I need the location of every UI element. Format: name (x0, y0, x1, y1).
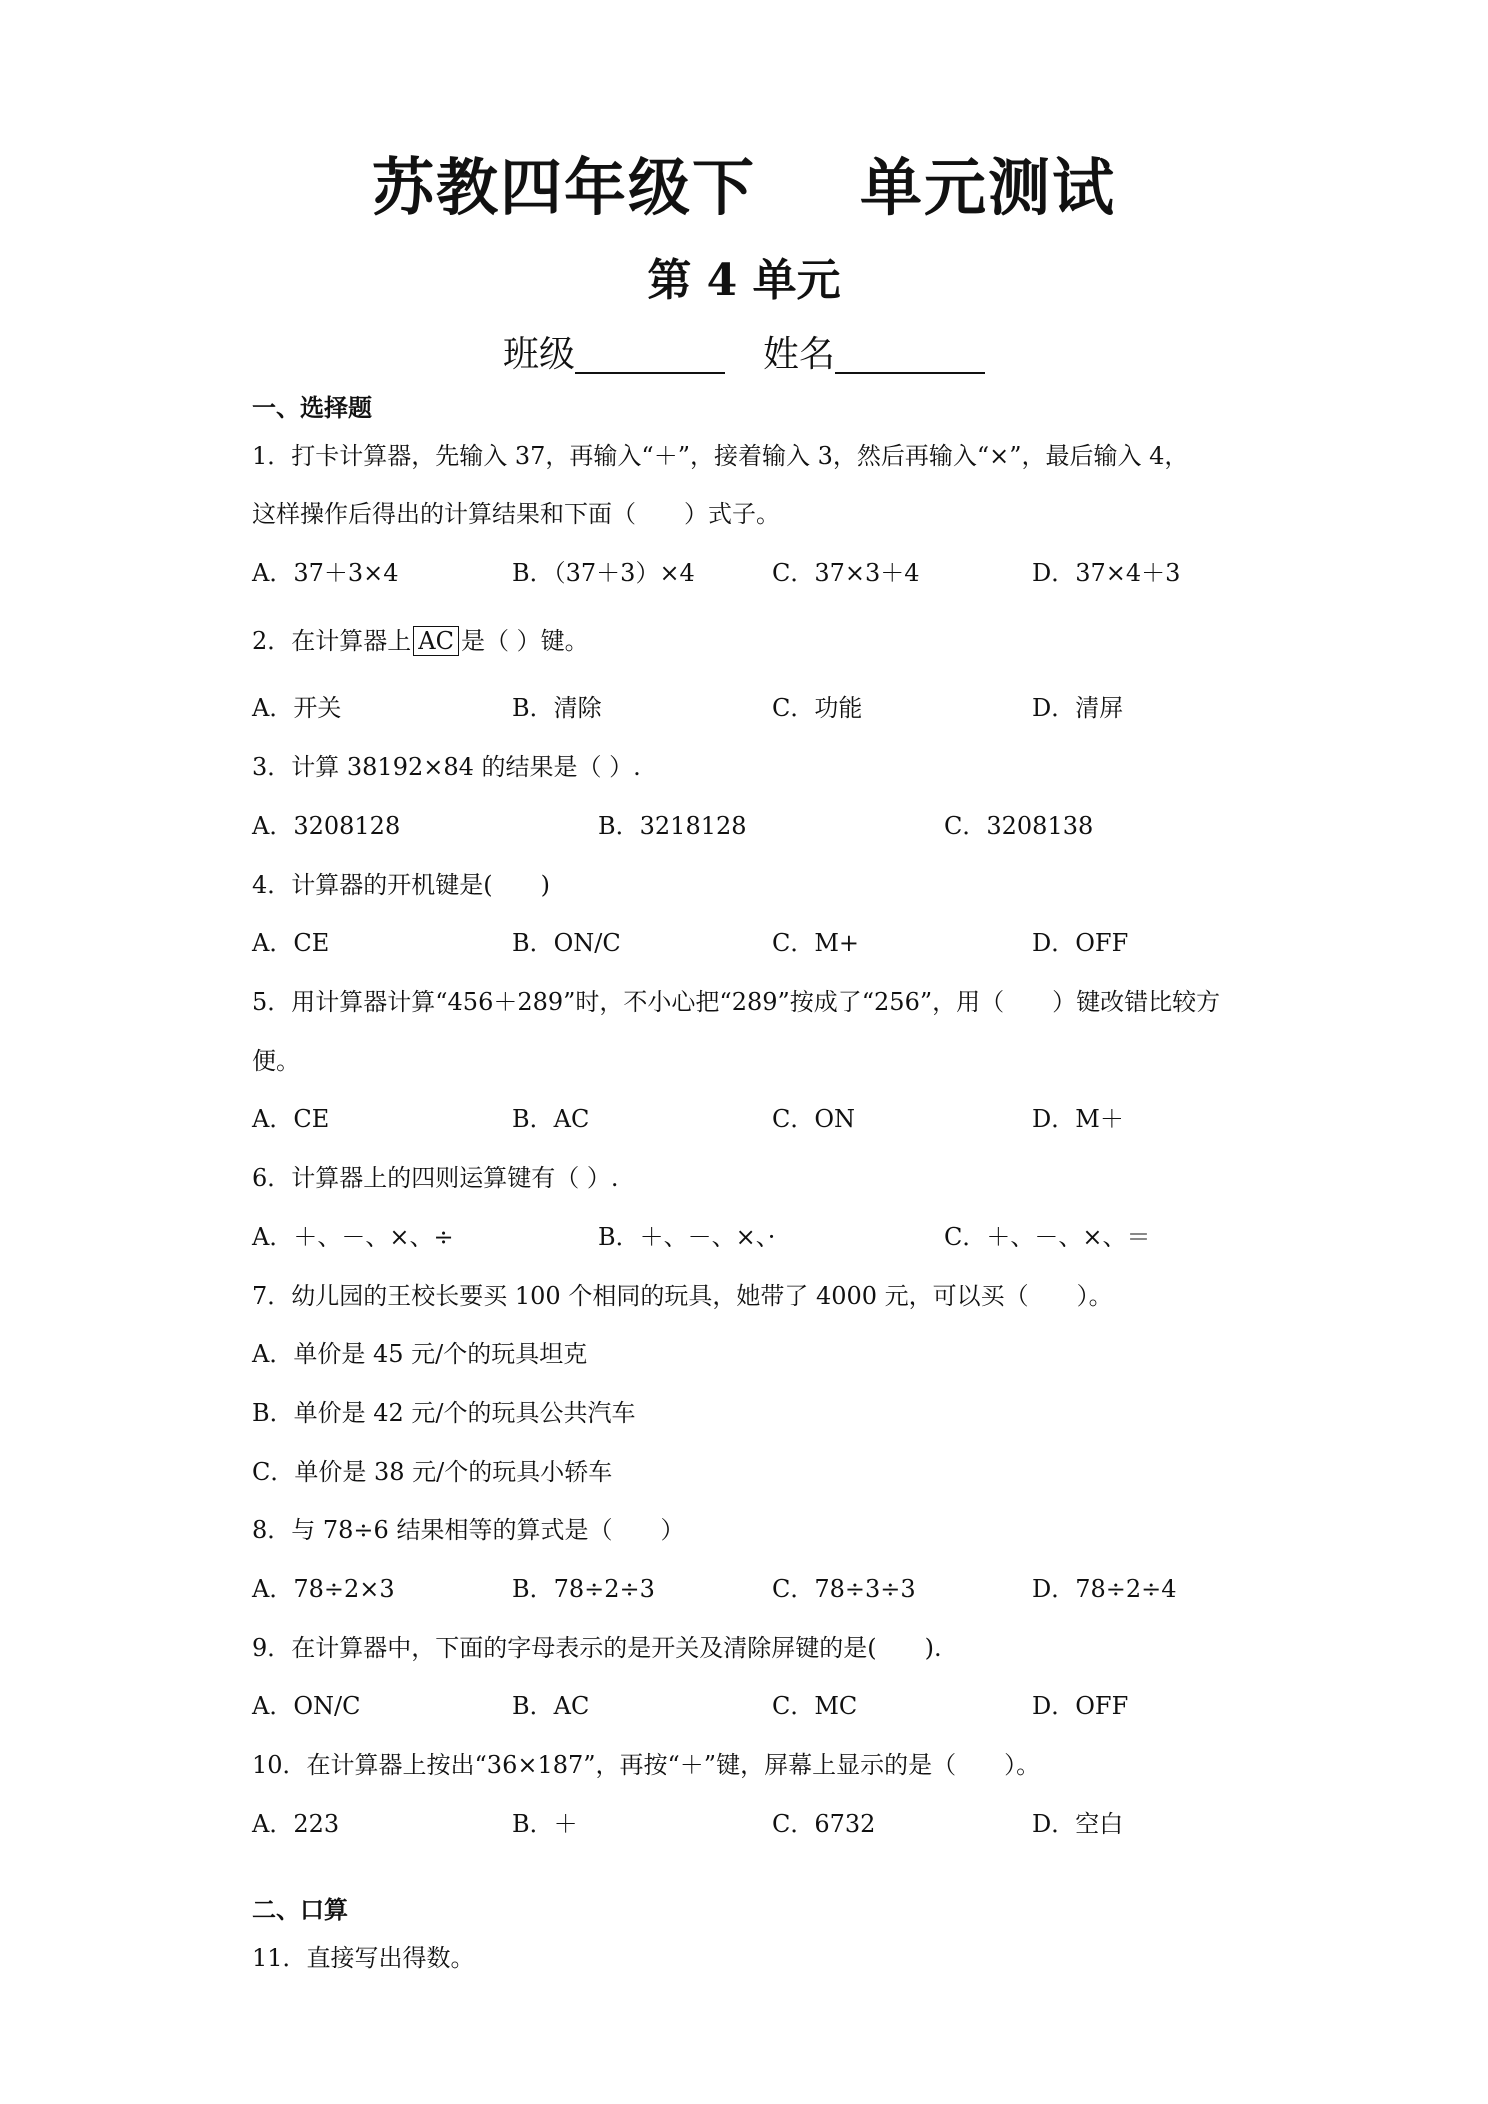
name-blank[interactable] (835, 336, 985, 374)
option-a[interactable]: A．单价是 45 元/个的玩具坦克 (252, 1340, 588, 1368)
question-4: 4．计算器的开机键是( ) (252, 871, 550, 899)
question-9-options (252, 1691, 1252, 1721)
question-2-pre: 2．在计算器上 (252, 627, 412, 655)
option-a[interactable]: A．3208128 (252, 812, 401, 840)
option-c[interactable]: C．M+ (772, 929, 860, 957)
option-b[interactable]: B．ON/C (512, 929, 621, 957)
option-b[interactable]: B．3218128 (598, 812, 747, 840)
option-b[interactable]: B．AC (512, 1692, 590, 1720)
option-c[interactable]: C．MC (772, 1692, 858, 1720)
question-1-options (252, 558, 1252, 588)
page-title (0, 138, 1488, 227)
class-label: 班级 (502, 334, 575, 375)
option-c[interactable]: C．ON (772, 1105, 856, 1133)
option-d[interactable]: D．M＋ (1032, 1105, 1124, 1133)
question-6-options (252, 1222, 1252, 1252)
unit-heading: 第 4 单元 (647, 255, 841, 306)
option-c[interactable]: C．3208138 (944, 812, 1094, 840)
question-3-options (252, 811, 1252, 841)
option-b[interactable]: B．78÷2÷3 (512, 1575, 655, 1603)
question-7: 7．幼儿园的王校长要买 100 个相同的玩具，她带了 4000 元，可以买（ ）。 (252, 1282, 1113, 1310)
option-a[interactable]: A．＋、－、×、÷ (252, 1223, 454, 1251)
question-4-options (252, 928, 1252, 958)
option-b[interactable]: B．清除 (512, 694, 602, 722)
option-c[interactable]: C．6732 (772, 1810, 876, 1838)
question-8-options (252, 1574, 1252, 1604)
section-heading-mental-math: 二、口算 (252, 1896, 348, 1924)
section-heading-choice: 一、选择题 (252, 394, 372, 422)
title-right: 单元测试 (860, 151, 1117, 224)
option-d[interactable]: D．37×4＋3 (1032, 559, 1181, 587)
option-a[interactable]: A．78÷2×3 (252, 1575, 395, 1603)
name-label: 姓名 (763, 334, 836, 375)
question-3: 3．计算 38192×84 的结果是（ ）. (252, 753, 641, 781)
question-2-post: 是（ ）键。 (460, 627, 589, 655)
option-a[interactable]: A．CE (252, 929, 330, 957)
question-5-options (252, 1104, 1252, 1134)
question-1-line-1: 1．打卡计算器，先输入 37，再输入“＋”，接着输入 3，然后再输入“×”，最后输入 4， (252, 442, 1189, 470)
option-a[interactable]: A．开关 (252, 694, 342, 722)
question-11: 11．直接写出得数。 (252, 1944, 475, 1972)
ac-key: AC (413, 626, 459, 656)
option-d[interactable]: D．OFF (1032, 1692, 1129, 1720)
class-blank[interactable] (575, 336, 725, 374)
title-left: 苏教四年级下 (371, 151, 756, 224)
question-10: 10．在计算器上按出“36×187”，再按“＋”键，屏幕上显示的是（ ）。 (252, 1751, 1041, 1779)
option-a[interactable]: A．ON/C (252, 1692, 361, 1720)
question-8: 8．与 78÷6 结果相等的算式是（ ） (252, 1516, 685, 1544)
option-b[interactable]: B．AC (512, 1105, 590, 1133)
student-info-line (0, 326, 1488, 377)
question-10-options (252, 1809, 1252, 1839)
option-c[interactable]: C．单价是 38 元/个的玩具小轿车 (252, 1458, 613, 1486)
question-2 (252, 626, 589, 656)
option-a[interactable]: A．223 (252, 1810, 340, 1838)
option-a[interactable]: A．CE (252, 1105, 330, 1133)
option-c[interactable]: C．功能 (772, 694, 863, 722)
option-b[interactable]: B．＋、－、×、· (598, 1223, 776, 1251)
question-2-options (252, 693, 1252, 723)
question-6: 6．计算器上的四则运算键有（ ）. (252, 1164, 619, 1192)
question-5-line-1: 5．用计算器计算“456＋289”时，不小心把“289”按成了“256”，用（ ）键改错比较方 (252, 988, 1221, 1016)
option-c[interactable]: C．37×3＋4 (772, 559, 920, 587)
option-d[interactable]: D．78÷2÷4 (1032, 1575, 1177, 1603)
question-1-line-2: 这样操作后得出的计算结果和下面（ ）式子。 (252, 500, 780, 528)
option-b[interactable]: B．＋ (512, 1810, 578, 1838)
option-c[interactable]: C．＋、－、×、＝ (944, 1223, 1151, 1251)
question-5-line-2: 便。 (252, 1047, 300, 1075)
option-d[interactable]: D．空白 (1032, 1810, 1124, 1838)
question-9: 9．在计算器中，下面的字母表示的是开关及清除屏键的是( ). (252, 1634, 942, 1662)
option-b[interactable]: B．（37＋3）×4 (512, 559, 695, 587)
option-d[interactable]: D．OFF (1032, 929, 1129, 957)
option-a[interactable]: A．37＋3×4 (252, 559, 399, 587)
option-c[interactable]: C．78÷3÷3 (772, 1575, 916, 1603)
option-d[interactable]: D．清屏 (1032, 694, 1124, 722)
option-b[interactable]: B．单价是 42 元/个的玩具公共汽车 (252, 1399, 636, 1427)
